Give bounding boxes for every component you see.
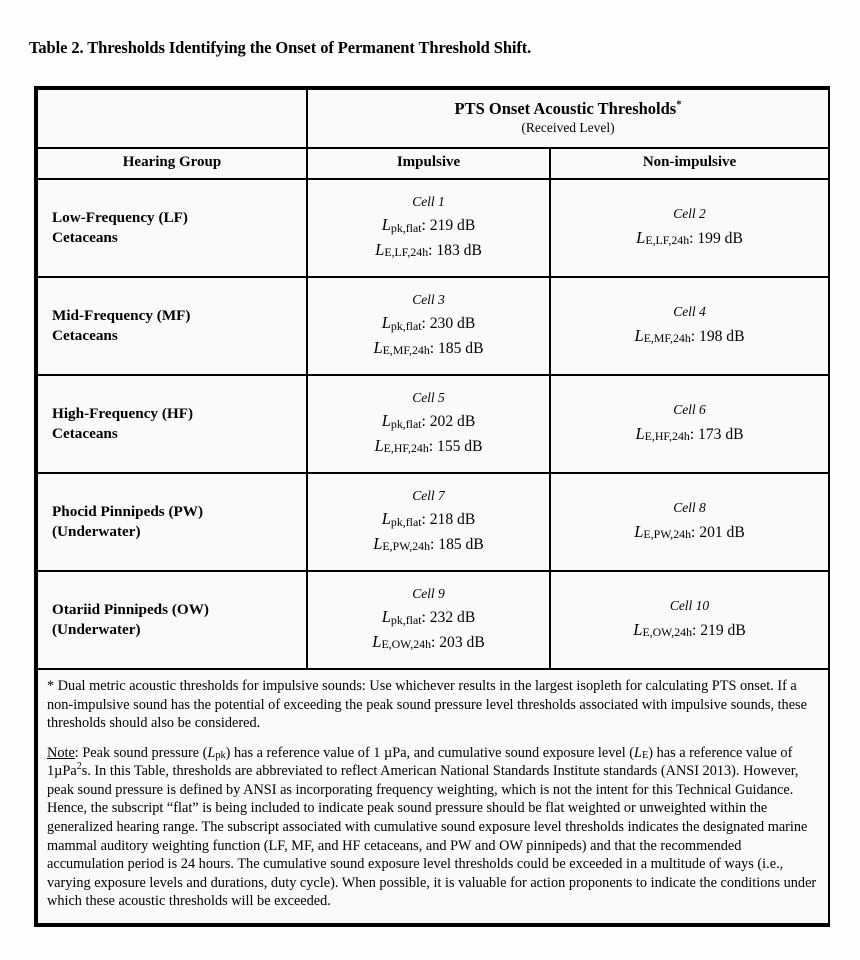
footnote-note-paragraph [47,744,818,911]
threshold-subscript: pk,flat [390,416,422,431]
group-label-line1: Mid-Frequency (MF) [52,307,191,325]
group-cell [37,571,307,669]
cell-id-label: Cell 5 [412,390,445,406]
note-part3: ) has a reference value of 1µPa [47,744,793,780]
threshold-value: LE,HF,24h: 173 dB [635,423,744,443]
threshold-value: Lpk,flat: 219 dB [381,215,476,235]
group-cell [37,277,307,375]
threshold-symbol: L [635,423,645,443]
threshold-number: 219 dB [700,621,746,639]
threshold-value: Lpk,flat: 232 dB [381,607,476,627]
group-label-line1: Low-Frequency (LF) [52,209,188,227]
threshold-symbol: L [373,337,383,357]
header-cell-non-impulsive: Non-impulsive [550,148,829,179]
cell-id-label: Cell 3 [412,292,445,308]
group-label-line2: Cetaceans [52,229,118,246]
group-cell [37,179,307,277]
table-row [37,277,829,375]
group-label-line1: Phocid Pinnipeds (PW) [52,503,204,521]
threshold-subscript: E,OW,24h [642,625,693,639]
threshold-symbol: L [372,631,382,651]
threshold-symbol: L [381,509,391,529]
threshold-value: LE,MF,24h: 198 dB [634,325,745,345]
group-label-line2: (Underwater) [52,621,141,638]
footnote-asterisk-paragraph [47,677,818,733]
note-symbol-le-subscript: E [642,750,649,762]
footnote-asterisk-marker: * [47,678,55,694]
cell-id-label: Cell 2 [673,206,706,222]
threshold-value: LE,PW,24h: 201 dB [634,521,745,541]
threshold-subscript: E,PW,24h [382,539,431,554]
threshold-number: 230 dB [429,315,476,333]
threshold-value: Lpk,flat: 218 dB [381,509,476,529]
cell-id-label: Cell 8 [673,500,706,516]
threshold-subscript: E,OW,24h [381,637,432,652]
group-label-line2: Cetaceans [52,425,118,442]
threshold-number: 199 dB [697,229,743,247]
threshold-subscript: E,MF,24h [643,331,691,345]
note-part1: : Peak sound pressure ( [74,744,208,761]
table-header [37,89,829,179]
threshold-symbol: L [381,607,391,627]
threshold-value: LE,LF,24h: 183 dB [375,239,482,260]
threshold-number: 185 dB [438,339,484,357]
table-header-row-sub [37,148,829,179]
group-cell [37,473,307,571]
note-part2: ) has a reference value of 1 µPa, and cumulative sound exposure level ( [225,744,635,761]
cell-id-label: Cell 4 [673,304,706,320]
note-symbol-lpk-subscript: pk [215,750,226,762]
threshold-value: LE,OW,24h: 203 dB [372,631,485,652]
note-superscript-two: 2 [76,761,82,773]
header-cell-empty [37,89,307,148]
threshold-number: 173 dB [698,425,744,443]
group-label-line1: Otariid Pinnipeds (OW) [52,601,209,619]
threshold-value: LE,LF,24h: 199 dB [636,227,743,247]
note-label: Note [47,744,75,761]
threshold-value: Lpk,flat: 230 dB [381,313,476,333]
threshold-number: 219 dB [429,217,476,235]
page-title: Table 2. Thresholds Identifying the Onset of Permanent Threshold Shift. [29,38,532,57]
threshold-subscript: pk,flat [390,220,422,235]
threshold-symbol: L [634,325,644,345]
threshold-value: Lpk,flat: 202 dB [381,411,476,431]
threshold-subscript: E,PW,24h [643,527,692,541]
non-impulsive-cell [550,277,829,375]
header-cell-impulsive: Impulsive [307,148,550,179]
table-footnote-row [37,669,829,924]
thresholds-table [36,88,830,925]
threshold-symbol: L [374,435,384,455]
threshold-symbol: L [381,411,391,431]
non-impulsive-cell [550,473,829,571]
note-symbol-lpk: L [207,744,216,761]
non-impulsive-cell [550,375,829,473]
footnote-marker-icon: * [676,100,682,112]
impulsive-cell [307,179,550,277]
threshold-subscript: E,HF,24h [644,429,690,443]
impulsive-cell [307,277,550,375]
cell-id-label: Cell 10 [669,598,710,614]
threshold-number: 202 dB [429,413,476,431]
threshold-number: 185 dB [438,535,484,553]
thresholds-table-container [34,86,830,927]
threshold-subscript: pk,flat [390,318,422,333]
table-row [37,375,829,473]
threshold-value: LE,MF,24h: 185 dB [373,337,484,358]
cell-id-label: Cell 9 [412,586,445,602]
threshold-number: 198 dB [699,327,745,345]
threshold-value: LE,PW,24h: 185 dB [373,533,484,554]
footnote-asterisk-text: Dual metric acoustic thresholds for impulsive sounds: Use whichever results in the largest isopleth for calculating PTS onset. If a non-impulsive sound has the potential of exceeding the peak sound pressure level thresholds associated with impulsive sounds, these thresholds should also be considered. [47,678,807,732]
table-body [37,179,829,924]
threshold-symbol: L [636,227,646,247]
threshold-number: 155 dB [437,437,483,455]
impulsive-cell [307,473,550,571]
cell-id-label: Cell 1 [412,194,445,210]
impulsive-cell [307,375,550,473]
impulsive-cell [307,571,550,669]
header-span-title: PTS Onset Acoustic Thresholds [454,99,677,119]
threshold-subscript: E,MF,24h [382,343,430,358]
threshold-number: 218 dB [429,511,476,529]
threshold-subscript: E,HF,24h [383,441,429,456]
table-header-row-top [37,89,829,148]
note-symbol-le: L [634,744,642,761]
threshold-symbol: L [373,533,383,553]
group-label-line2: Cetaceans [52,327,118,344]
threshold-symbol: L [634,521,644,541]
threshold-value: LE,OW,24h: 219 dB [633,619,746,639]
threshold-number: 203 dB [439,633,485,651]
threshold-number: 183 dB [436,241,482,259]
threshold-subscript: pk,flat [390,514,422,529]
group-cell [37,375,307,473]
footnote-block [37,669,829,924]
threshold-value: LE,HF,24h: 155 dB [374,435,483,456]
group-label-line1: High-Frequency (HF) [52,405,194,423]
threshold-symbol: L [633,619,643,639]
table-row [37,179,829,277]
table-row [37,473,829,571]
non-impulsive-cell [550,179,829,277]
threshold-number: 201 dB [699,523,745,541]
header-cell-hearing-group: Hearing Group [37,148,307,179]
header-span-subtitle: (Received Level) [521,120,615,136]
group-label-line2: (Underwater) [52,523,141,540]
header-cell-pts-onset [307,89,829,148]
threshold-subscript: E,LF,24h [384,245,429,260]
threshold-number: 232 dB [429,609,476,627]
cell-id-label: Cell 7 [412,488,445,504]
threshold-symbol: L [381,313,391,333]
note-part4: s. In this Table, thresholds are abbreviated to reflect American National Standards Institute standards (ANSI 2013). However, peak sound pressure is defined by ANSI as incorporating frequency weighting, which is not the intent for this Technical Guidance. Hence, the subscript “flat” is being included to indicate peak sound pressure should be flat weighted or unweighted within the generalized hearing range. The subscript associated with cumulative sound exposure level thresholds indicates the designated marine mammal auditory weighting function (LF, MF, and HF cetaceans, and PW and OW pinnipeds) and that the recommended accumulation period is 24 hours. The cumulative sound exposure level thresholds could be exceeded in a multitude of ways (i.e., varying exposure levels and durations, duty cycle). When possible, it is valuable for action proponents to indicate the conditions under which these acoustic thresholds will be exceeded. [47,763,817,910]
threshold-subscript: pk,flat [390,612,422,627]
threshold-subscript: E,LF,24h [645,233,690,247]
threshold-symbol: L [375,239,385,259]
table-row [37,571,829,669]
cell-id-label: Cell 6 [673,402,706,418]
non-impulsive-cell [550,571,829,669]
threshold-symbol: L [381,215,391,235]
